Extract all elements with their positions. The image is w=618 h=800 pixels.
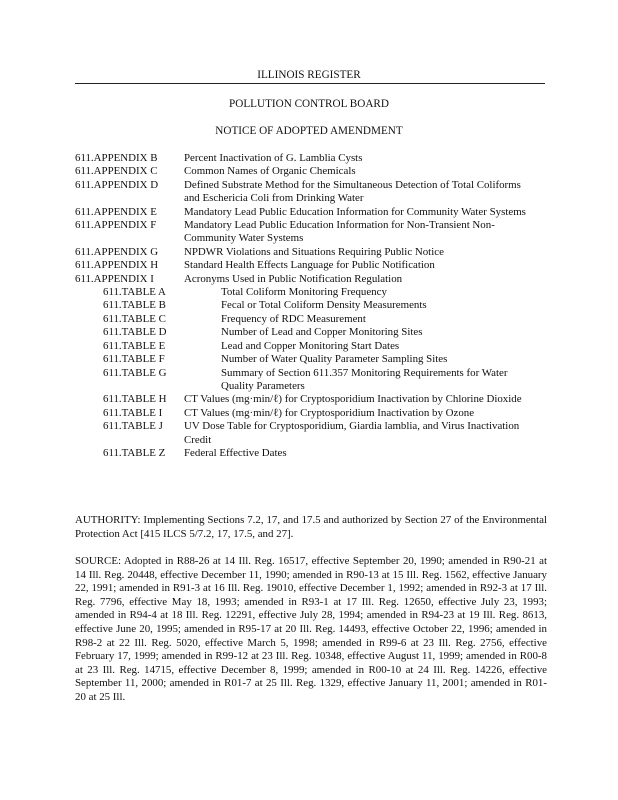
section-number: 611.APPENDIX D (75, 178, 159, 191)
authority-paragraph: AUTHORITY: Implementing Sections 7.2, 17, and 17.5 and authorized by Section 27 of the Environmental Protection Act [415 ILCS 5/7.2, 17, 17.5, and 27]. (75, 514, 547, 540)
notice-title: NOTICE OF ADOPTED AMENDMENT (215, 125, 403, 137)
table-number: 611.TABLE E (103, 339, 166, 352)
toc-entry (0, 273, 618, 286)
section-number: 611.APPENDIX E (75, 205, 157, 218)
section-title: Percent Inactivation of G. Lamblia Cysts (184, 152, 363, 164)
table-number: 611.TABLE D (103, 326, 167, 339)
table-number: 611.TABLE B (103, 299, 166, 312)
table-number: 611.TABLE J (103, 420, 163, 433)
toc-entry (0, 326, 618, 339)
section-title: Mandatory Lead Public Education Information for Community Water Systems (184, 205, 526, 218)
section-number: 611.APPENDIX B (75, 152, 158, 164)
toc-entry (0, 407, 618, 420)
toc-entry (0, 299, 618, 312)
toc-entry (0, 259, 618, 272)
header-rule (75, 83, 545, 84)
table-number: 611.TABLE Z (103, 446, 166, 459)
table-title: Frequency of RDC Measurement (221, 312, 366, 325)
toc-entry (0, 340, 618, 353)
section-title: Defined Substrate Method for the Simultaneous Detection of Total Coliforms and Eschericia Coli from Drinking Water (184, 178, 521, 205)
toc-entry (0, 353, 618, 366)
table-title: Number of Water Quality Parameter Sampling Sites (221, 353, 448, 366)
table-number: 611.TABLE G (103, 366, 167, 379)
register-title: ILLINOIS REGISTER (257, 69, 361, 81)
table-number: 611.TABLE C (103, 312, 166, 325)
table-title: Federal Effective Dates (184, 446, 287, 459)
section-number: 611.APPENDIX F (75, 219, 157, 232)
section-title: Mandatory Lead Public Education Information for Non-Transient Non-Community Water Systems (184, 219, 495, 245)
table-title: Lead and Copper Monitoring Start Dates (221, 339, 400, 352)
toc-entry (0, 286, 618, 299)
table-title: Total Coliform Monitoring Frequency (221, 286, 387, 299)
toc-entry (0, 420, 618, 447)
table-number: 611.TABLE I (103, 406, 163, 419)
section-number: 611.APPENDIX H (75, 259, 159, 272)
section-number: 611.APPENDIX I (75, 272, 154, 285)
toc-entry (0, 313, 618, 326)
table-of-contents (0, 152, 618, 460)
toc-entry (0, 246, 618, 259)
table-number: 611.TABLE H (103, 393, 167, 406)
section-number: 611.APPENDIX G (75, 245, 159, 258)
table-title: Summary of Section 611.357 Monitoring Requirements for Water Quality Parameters (221, 366, 508, 392)
toc-entry (0, 165, 618, 178)
toc-entry (0, 179, 618, 206)
toc-entry (0, 447, 618, 460)
section-title: Common Names of Organic Chemicals (184, 165, 356, 178)
toc-entry (0, 219, 618, 246)
table-number: 611.TABLE F (103, 353, 165, 366)
section-title: Acronyms Used in Public Notification Regulation (184, 272, 403, 285)
toc-entry (0, 206, 618, 219)
table-number: 611.TABLE A (103, 286, 166, 299)
toc-entry (0, 152, 618, 165)
toc-entry (0, 367, 618, 394)
table-title: Number of Lead and Copper Monitoring Sites (221, 326, 423, 339)
section-number: 611.APPENDIX C (75, 165, 158, 178)
section-title: NPDWR Violations and Situations Requiring Public Notice (184, 245, 444, 258)
section-title: Standard Health Effects Language for Public Notification (184, 259, 435, 272)
table-title: CT Values (mg·min/ℓ) for Cryptosporidium Inactivation by Ozone (184, 406, 475, 419)
toc-entry (0, 393, 618, 406)
table-title: UV Dose Table for Cryptosporidium, Giardia lamblia, and Virus Inactivation Credit (184, 420, 520, 446)
table-title: CT Values (mg·min/ℓ) for Cryptosporidium Inactivation by Chlorine Dioxide (184, 393, 522, 406)
table-title: Fecal or Total Coliform Density Measurements (221, 299, 427, 312)
agency-name: POLLUTION CONTROL BOARD (229, 98, 389, 110)
source-paragraph: SOURCE: Adopted in R88-26 at 14 Ill. Reg. 16517, effective September 20, 1990; amended in R90-21 at 14 Ill. Reg. 20448, effective December 11, 1990; amended in R90-13 at 15 Ill. Reg. 1562, effective January 22, 1991; amended in R91-3 at 16 Ill. Reg. 19010, effective December 1, 1992; amended in R92-3 at 17 Ill. Reg. 7796, effective May 18, 1993; amended in R93-1 at 17 Ill. Reg. 12650, effective July 23, 1993; amended in R94-4 at 18 Ill. Reg. 12291, effective July 28, 1994; amended in R94-23 at 19 Ill. Reg. 8613, effective June 20, 1995; amended in R95-17 at 20 Ill. Reg. 14493, effective October 22, 1996; amended in R98-2 at 22 Ill. Reg. 5020, effective March 5, 1998; amended in R99-6 at 23 Ill. Reg. 2756, effective February 17, 1999; amended in R99-12 at 23 Ill. Reg. 10348, effective August 11, 1999; amended in R00-8 at 23 Ill. Reg. 14715, effective December 8, 1999; amended in R00-10 at 24 Ill. Reg. 14226, effective September 11, 2000; amended in R01-7 at 25 Ill. Reg. 1329, effective January 11, 2001; amended in R01-20 at 25 Ill. (75, 555, 547, 703)
